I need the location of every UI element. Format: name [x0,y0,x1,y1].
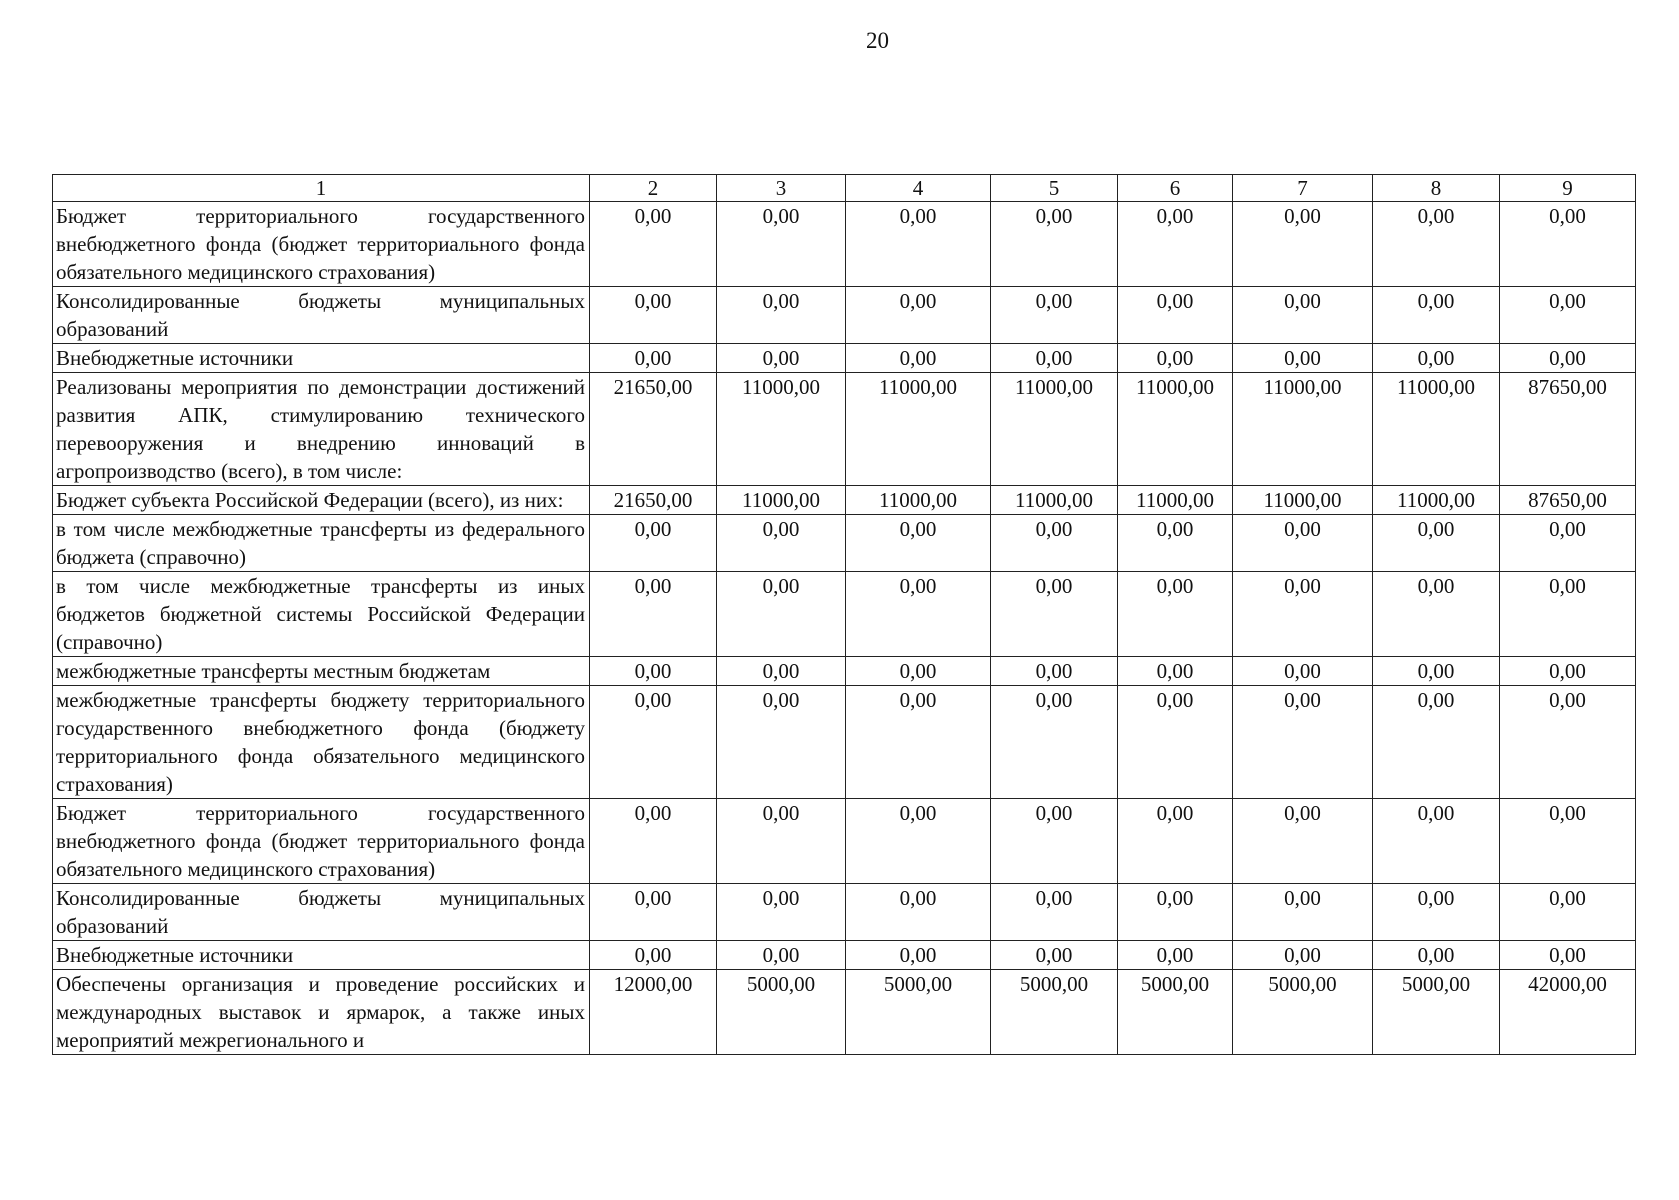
value-cell: 0,00 [846,344,991,373]
value-cell: 0,00 [717,572,846,657]
page-number: 20 [866,28,889,53]
value-cell: 0,00 [1118,657,1233,686]
header-cell: 8 [1373,175,1500,202]
value-cell: 0,00 [991,686,1118,799]
value-cell: 0,00 [1500,657,1636,686]
table-row [53,344,1636,373]
value-cell: 0,00 [590,657,717,686]
value-cell: 11000,00 [991,486,1118,515]
header-cell: 1 [53,175,590,202]
value-cell: 0,00 [717,287,846,344]
value-cell: 0,00 [1373,515,1500,572]
value-cell: 42000,00 [1500,970,1636,1055]
value-cell: 5000,00 [1233,970,1373,1055]
value-cell: 11000,00 [717,373,846,486]
value-cell: 11000,00 [1118,486,1233,515]
value-cell: 0,00 [991,799,1118,884]
value-cell: 0,00 [590,941,717,970]
value-cell: 0,00 [1373,657,1500,686]
value-cell: 0,00 [717,657,846,686]
value-cell: 0,00 [1233,202,1373,287]
table-row [53,486,1636,515]
value-cell: 0,00 [590,202,717,287]
value-cell: 0,00 [846,686,991,799]
header-row [53,175,1636,202]
header-cell: 5 [991,175,1118,202]
value-cell: 11000,00 [1373,373,1500,486]
value-cell: 5000,00 [846,970,991,1055]
value-cell: 87650,00 [1500,373,1636,486]
table-row [53,884,1636,941]
value-cell: 0,00 [846,941,991,970]
header-cell: 9 [1500,175,1636,202]
table-row [53,515,1636,572]
value-cell: 0,00 [1118,202,1233,287]
row-label: Реализованы мероприятия по демонстрации достижений развития АПК, стимулированию технического перевооружения и внедрению инноваций в агропроизводство (всего), в том числе: [53,373,590,486]
value-cell: 0,00 [1373,884,1500,941]
value-cell: 0,00 [991,344,1118,373]
value-cell: 0,00 [590,799,717,884]
table-row [53,572,1636,657]
header-cell: 7 [1233,175,1373,202]
row-label: Консолидированные бюджеты муниципальных образований [53,287,590,344]
header-cell: 2 [590,175,717,202]
value-cell: 0,00 [1233,287,1373,344]
value-cell: 12000,00 [590,970,717,1055]
value-cell: 0,00 [1118,799,1233,884]
value-cell: 0,00 [1233,344,1373,373]
value-cell: 5000,00 [1118,970,1233,1055]
value-cell: 21650,00 [590,373,717,486]
value-cell: 0,00 [717,884,846,941]
value-cell: 0,00 [846,515,991,572]
value-cell: 0,00 [717,515,846,572]
value-cell: 0,00 [1373,202,1500,287]
value-cell: 0,00 [1373,686,1500,799]
value-cell: 5000,00 [991,970,1118,1055]
value-cell: 0,00 [1500,941,1636,970]
table-row [53,657,1636,686]
value-cell: 11000,00 [1118,373,1233,486]
value-cell: 11000,00 [717,486,846,515]
value-cell: 0,00 [1118,686,1233,799]
value-cell: 0,00 [991,515,1118,572]
row-label: Консолидированные бюджеты муниципальных образований [53,884,590,941]
table-row [53,287,1636,344]
value-cell: 0,00 [991,941,1118,970]
value-cell: 87650,00 [1500,486,1636,515]
value-cell: 0,00 [1373,572,1500,657]
value-cell: 0,00 [717,686,846,799]
value-cell: 0,00 [1233,799,1373,884]
value-cell: 0,00 [1118,572,1233,657]
table-body [53,202,1636,1055]
value-cell: 11000,00 [991,373,1118,486]
value-cell: 0,00 [1500,572,1636,657]
value-cell: 0,00 [1373,344,1500,373]
row-label: Внебюджетные источники [53,941,590,970]
row-label: Бюджет субъекта Российской Федерации (всего), из них: [53,486,590,515]
header-cell: 3 [717,175,846,202]
value-cell: 11000,00 [1373,486,1500,515]
value-cell: 0,00 [1118,344,1233,373]
value-cell: 0,00 [1233,572,1373,657]
value-cell: 0,00 [1373,799,1500,884]
table-header [53,175,1636,202]
value-cell: 0,00 [991,202,1118,287]
value-cell: 0,00 [1373,287,1500,344]
value-cell: 0,00 [991,572,1118,657]
value-cell: 0,00 [991,884,1118,941]
value-cell: 0,00 [1373,941,1500,970]
value-cell: 0,00 [717,941,846,970]
table-row [53,686,1636,799]
row-label: в том числе межбюджетные трансферты из иных бюджетов бюджетной системы Российской Федерации (справочно) [53,572,590,657]
value-cell: 11000,00 [846,373,991,486]
value-cell: 0,00 [1500,515,1636,572]
value-cell: 0,00 [590,287,717,344]
table-row [53,799,1636,884]
table-row [53,373,1636,486]
value-cell: 0,00 [717,344,846,373]
value-cell: 0,00 [1500,884,1636,941]
row-label: межбюджетные трансферты местным бюджетам [53,657,590,686]
header-cell: 6 [1118,175,1233,202]
table-row [53,941,1636,970]
value-cell: 0,00 [846,657,991,686]
table-row [53,970,1636,1055]
value-cell: 0,00 [1233,941,1373,970]
value-cell: 0,00 [590,686,717,799]
value-cell: 21650,00 [590,486,717,515]
value-cell: 0,00 [590,515,717,572]
value-cell: 0,00 [1500,287,1636,344]
value-cell: 0,00 [991,657,1118,686]
table-row [53,202,1636,287]
value-cell: 0,00 [1500,344,1636,373]
value-cell: 0,00 [1500,799,1636,884]
header-cell: 4 [846,175,991,202]
value-cell: 5000,00 [717,970,846,1055]
value-cell: 0,00 [1118,884,1233,941]
value-cell: 0,00 [1500,202,1636,287]
value-cell: 5000,00 [1373,970,1500,1055]
row-label: Обеспечены организация и проведение российских и международных выставок и ярмарок, а также иных мероприятий межрегионального и [53,970,590,1055]
value-cell: 11000,00 [1233,486,1373,515]
value-cell: 0,00 [717,202,846,287]
row-label: в том числе межбюджетные трансферты из федерального бюджета (справочно) [53,515,590,572]
row-label: межбюджетные трансферты бюджету территориального государственного внебюджетного фонда (бюджету территориального фонда обязательного медицинского страхования) [53,686,590,799]
value-cell: 0,00 [1233,657,1373,686]
value-cell: 11000,00 [1233,373,1373,486]
value-cell: 0,00 [846,884,991,941]
value-cell: 0,00 [991,287,1118,344]
row-label: Бюджет территориального государственного внебюджетного фонда (бюджет территориального фонда обязательного медицинского страхования) [53,202,590,287]
value-cell: 0,00 [846,287,991,344]
value-cell: 0,00 [590,344,717,373]
value-cell: 0,00 [590,572,717,657]
row-label: Внебюджетные источники [53,344,590,373]
value-cell: 0,00 [1500,686,1636,799]
value-cell: 0,00 [1118,941,1233,970]
value-cell: 0,00 [846,202,991,287]
value-cell: 0,00 [1118,515,1233,572]
value-cell: 0,00 [846,799,991,884]
budget-table [52,174,1636,1055]
value-cell: 11000,00 [846,486,991,515]
value-cell: 0,00 [1233,515,1373,572]
value-cell: 0,00 [846,572,991,657]
value-cell: 0,00 [717,799,846,884]
value-cell: 0,00 [1233,686,1373,799]
value-cell: 0,00 [590,884,717,941]
row-label: Бюджет территориального государственного внебюджетного фонда (бюджет территориального фонда обязательного медицинского страхования) [53,799,590,884]
value-cell: 0,00 [1233,884,1373,941]
value-cell: 0,00 [1118,287,1233,344]
